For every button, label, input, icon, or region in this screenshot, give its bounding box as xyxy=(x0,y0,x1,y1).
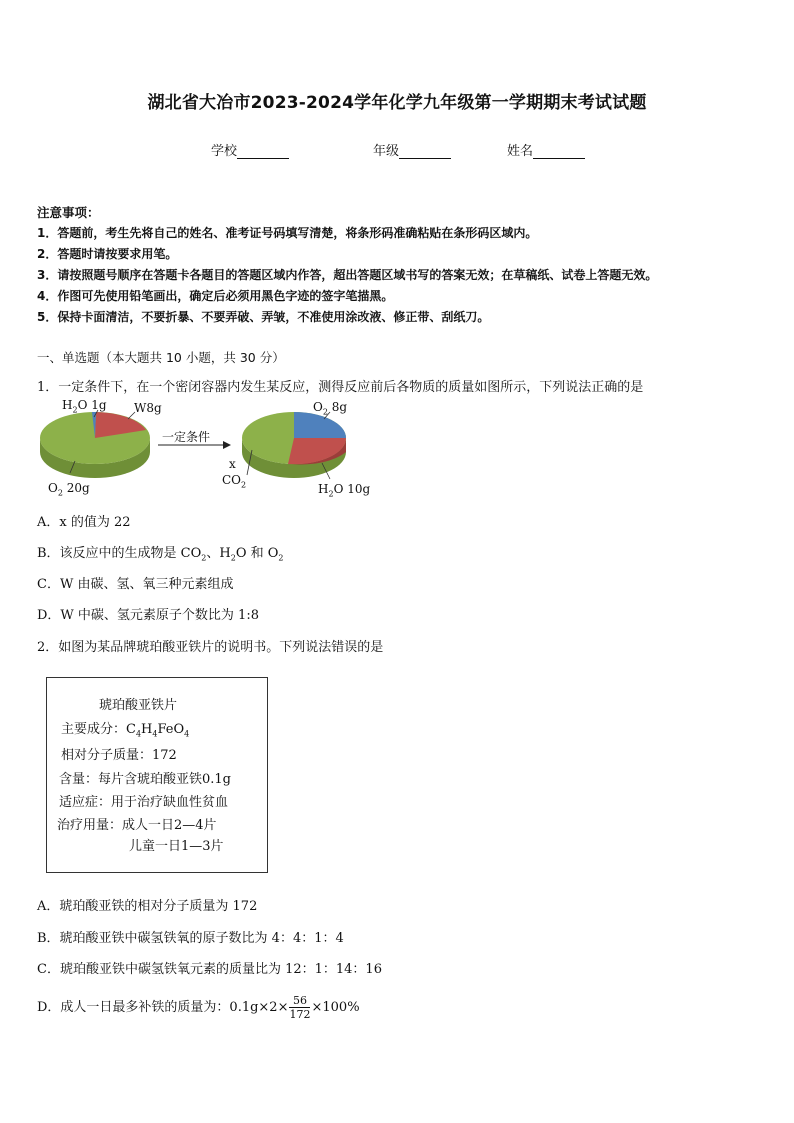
before-o2-label: $O_2$ 20g xyxy=(48,481,90,498)
note-item: 4．作图可先使用铅笔画出，确定后必须用黑色字迹的签字笔描黑。 xyxy=(37,289,394,303)
school-label: 学校 xyxy=(211,144,238,159)
q1-option-b[interactable]: B．该反应中的生成物是 $CO_2$、$H_2O$ 和 $O_2$ xyxy=(37,546,284,563)
school-field[interactable] xyxy=(211,140,289,159)
medicine-title: 琥珀酸亚铁片 xyxy=(99,698,178,713)
medicine-dose-child: 儿童一日1—3片 xyxy=(129,839,224,854)
grade-blank[interactable] xyxy=(399,145,451,159)
medicine-molar-mass: 相对分子质量：172 xyxy=(61,748,177,763)
q2-option-b[interactable]: B．琥珀酸亚铁中碳氢铁氧的原子数比为 4：4：1：4 xyxy=(37,931,344,946)
medicine-dose-adult: 治疗用量：成人一日2—4片 xyxy=(57,818,217,833)
q2-option-a[interactable]: A．琥珀酸亚铁的相对分子质量为 172 xyxy=(37,899,258,914)
note-item: 1．答题前，考生先将自己的姓名、准考证号码填写清楚，将条形码准确粘贴在条形码区域内。 xyxy=(37,226,538,240)
name-label: 姓名 xyxy=(507,144,534,159)
after-o2-label: $O_2$ 8g xyxy=(313,400,348,417)
before-pie xyxy=(40,412,150,478)
note-item: 3．请按照题号顺序在答题卡各题目的答题区域内作答，超出答题区域书写的答案无效；在草稿纸、试卷上答题无效。 xyxy=(37,268,658,282)
q1-option-a[interactable]: A．x 的值为 22 xyxy=(37,515,131,530)
name-blank[interactable] xyxy=(533,145,585,159)
name-field[interactable] xyxy=(507,140,585,159)
note-item: 5．保持卡面清洁，不要折暴、不要弄破、弄皱，不准使用涂改液、修正带、刮纸刀。 xyxy=(37,310,490,324)
after-pie xyxy=(242,412,346,478)
q2-option-d[interactable]: D．成人一日最多补铁的质量为：0.1g×2× $\frac{56}{172}$ ×100% xyxy=(37,994,360,1021)
q2-option-c[interactable]: C．琥珀酸亚铁中碳氢铁氧元素的质量比为 12：1：14：16 xyxy=(37,962,382,977)
q1-option-d[interactable]: D．W 中碳、氢元素原子个数比为 1:8 xyxy=(37,608,259,623)
page-title: 湖北省大冶市2023-2024学年化学九年级第一学期期末考试试题 xyxy=(147,93,647,113)
medicine-content: 含量：每片含琥珀酸亚铁0.1g xyxy=(59,772,231,787)
medicine-ingredient: 主要成分：$C_4H_4FeO_4$ xyxy=(61,722,190,739)
after-h2o-label: $H_2O$ 10g xyxy=(318,482,371,499)
before-h2o-label: $H_2O$ 1g xyxy=(62,398,107,415)
after-x-label: x xyxy=(229,457,236,471)
iron-fraction: $\frac{56}{172}$ xyxy=(289,994,311,1021)
after-co2-label: $CO_2$ xyxy=(222,473,247,490)
question-1-stem: 1．一定条件下，在一个密闭容器内发生某反应，测得反应前后各物质的质量如图所示，下列说法正确的是 xyxy=(37,380,644,395)
reaction-condition-label: 一定条件 xyxy=(162,430,211,444)
q1-option-c[interactable]: C．W 由碳、氢、氧三种元素组成 xyxy=(37,577,234,592)
section-heading: 一、单选题（本大题共 10 小题，共 30 分） xyxy=(37,350,285,365)
question-2-stem: 2．如图为某品牌琥珀酸亚铁片的说明书。下列说法错误的是 xyxy=(37,640,384,655)
notes-heading: 注意事项： xyxy=(37,205,100,220)
medicine-label-box xyxy=(46,677,268,873)
grade-field[interactable] xyxy=(373,140,451,159)
medicine-indication: 适应症：用于治疗缺血性贫血 xyxy=(59,795,229,810)
grade-label: 年级 xyxy=(373,144,400,159)
before-w-label: W8g xyxy=(134,401,162,415)
note-item: 2．答题时请按要求用笔。 xyxy=(37,247,178,261)
school-blank[interactable] xyxy=(237,145,289,159)
